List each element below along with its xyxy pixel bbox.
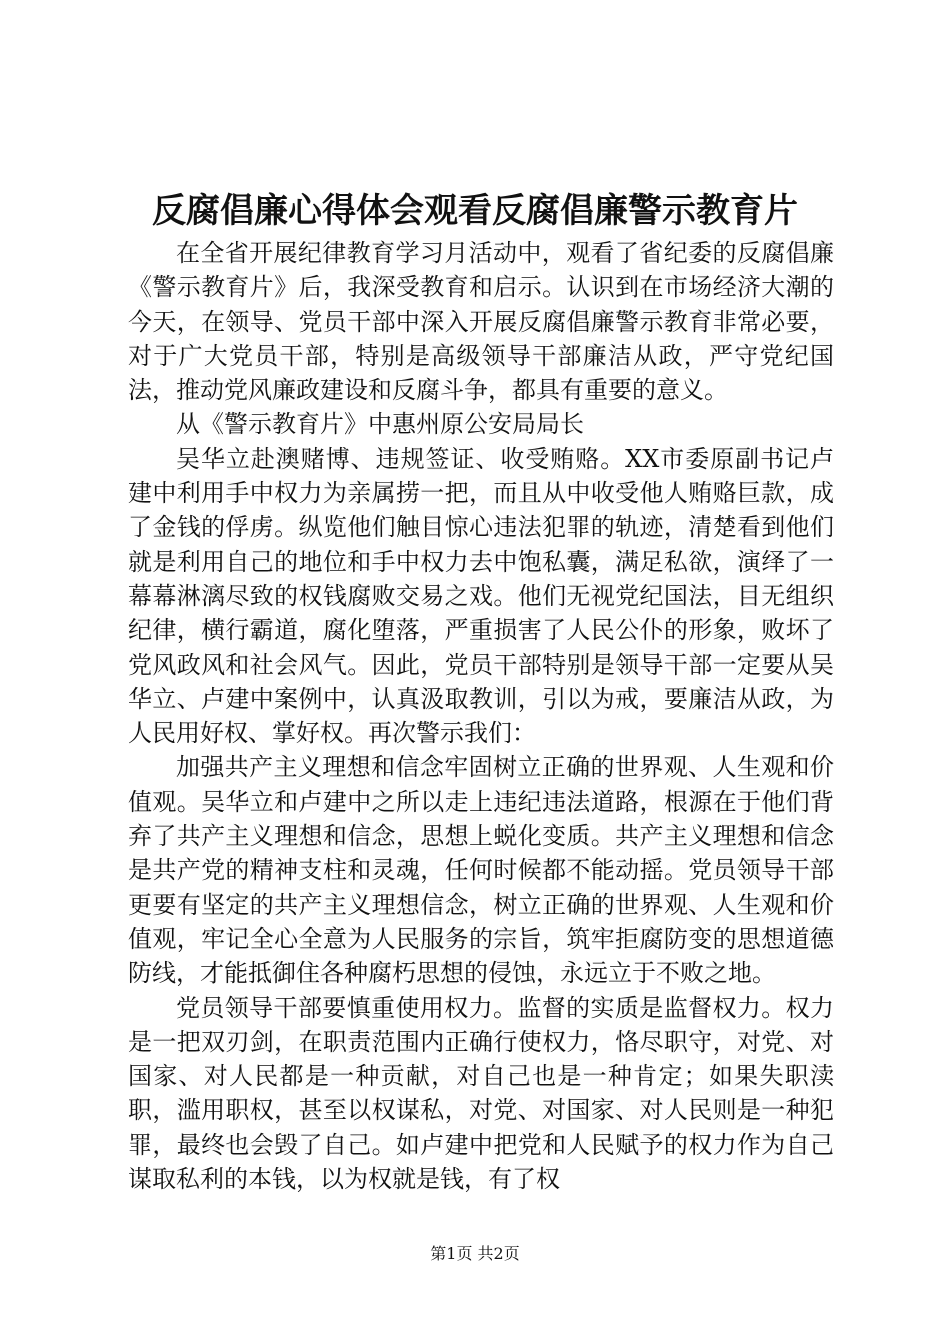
paragraph: 从《警示教育片》中惠州原公安局局长 [176, 410, 584, 439]
paragraph: 党员领导干部要慎重使用权力。监督的实质是监督权力。权力是一把双刃剑，在职责范围内正确行使权力，恪尽职守，对党、对国家、对人民都是一种贡献，对自己也是一种肯定；如果失职渎职，滥用职权，甚至以权谋私，对党、对国家、对人民则是一种犯罪，最终也会毁了自己。如卢建中把党和人民赋予的权力作为自己谋取私利的本钱，以为权就是钱，有了权 [128, 993, 834, 1194]
paragraph: 加强共产主义理想和信念牢固树立正确的世界观、人生观和价值观。吴华立和卢建中之所以走上违纪违法道路，根源在于他们背弃了共产主义理想和信念，思想上蜕化变质。共产主义理想和信念是共产党的精神支柱和灵魂，任何时候都不能动摇。党员领导干部更要有坚定的共产主义理想信念，树立正确的世界观、人生观和价值观，牢记全心全意为人民服务的宗旨，筑牢拒腐防变的思想道德防线，才能抵御住各种腐朽思想的侵蚀，永远立于不败之地。 [128, 753, 834, 988]
document-title: 反腐倡廉心得体会观看反腐倡廉警示教育片 [152, 191, 798, 231]
document-body [128, 236, 834, 1196]
paragraph: 在全省开展纪律教育学习月活动中，观看了省纪委的反腐倡廉《警示教育片》后，我深受教育和启示。认识到在市场经济大潮的今天，在领导、党员干部中深入开展反腐倡廉警示教育非常必要，对于广大党员干部，特别是高级领导干部廉洁从政，严守党纪国法，推动党风廉政建设和反腐斗争，都具有重要的意义。 [128, 239, 834, 405]
paragraph: 吴华立赴澳赌博、违规签证、收受贿赂。XX市委原副书记卢建中利用手中权力为亲属捞一把，而且从中收受他人贿赂巨款，成了金钱的俘虏。纵览他们触目惊心违法犯罪的轨迹，清楚看到他们就是利用自己的地位和手中权力去中饱私囊，满足私欲，演绎了一幕幕淋漓尽致的权钱腐败交易之戏。他们无视党纪国法，目无组织纪律，横行霸道，腐化堕落，严重损害了人民公仆的形象，败坏了党风政风和社会风气。因此，党员干部特别是领导干部一定要从吴华立、卢建中案例中，认真汲取教训，引以为戒，要廉洁从政，为人民用好权、掌好权。再次警示我们： [128, 444, 834, 748]
page-number-footer: 第1页 共2页 [430, 1244, 520, 1263]
